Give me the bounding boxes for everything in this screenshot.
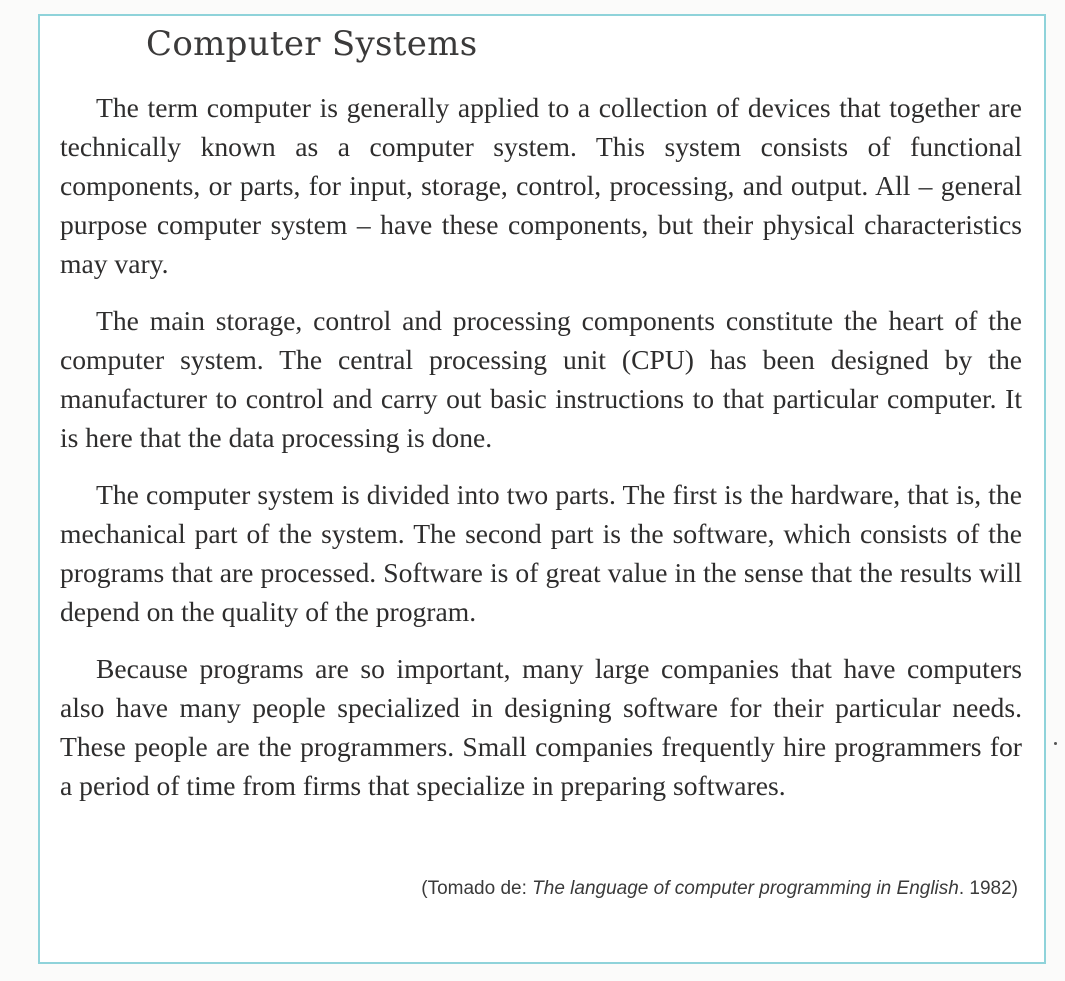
paragraph-4: Because programs are so important, many large companies that have computers also have many people specialized in designing software for their particular needs. These people are the programmers. Small companies frequently hire programmers for a period of time from firms that specialize in preparing softwares. [60, 653, 1022, 801]
citation-suffix: . 1982) [958, 878, 1018, 899]
source-citation [421, 878, 1018, 900]
paragraph-2: The main storage, control and processing components constitute the heart of the computer system. The central processing unit (CPU) has been designed by the manufacturer to control and carry out basic instructions to that particular computer. It is here that the data processing is done. [60, 305, 1022, 453]
paragraph-3: The computer system is divided into two parts. The first is the hardware, that is, the mechanical part of the system. The second part is the software, which consists of the programs that are processed. Software is of great value in the sense that the results will depend on the quality of the program. [60, 479, 1022, 627]
text-box-frame [38, 14, 1046, 964]
scan-speck [1054, 742, 1057, 745]
citation-book-title: The language of computer programming in English [532, 878, 959, 899]
citation-prefix: (Tomado de: [421, 878, 533, 899]
article-body [60, 88, 1022, 823]
page-title: Computer Systems [146, 24, 478, 64]
paragraph-1: The term computer is generally applied to a collection of devices that together are technically known as a computer system. This system consists of functional components, or parts, for input, storage, control, processing, and output. All – general purpose computer system – have these components, but their physical characteristics may vary. [60, 92, 1022, 279]
